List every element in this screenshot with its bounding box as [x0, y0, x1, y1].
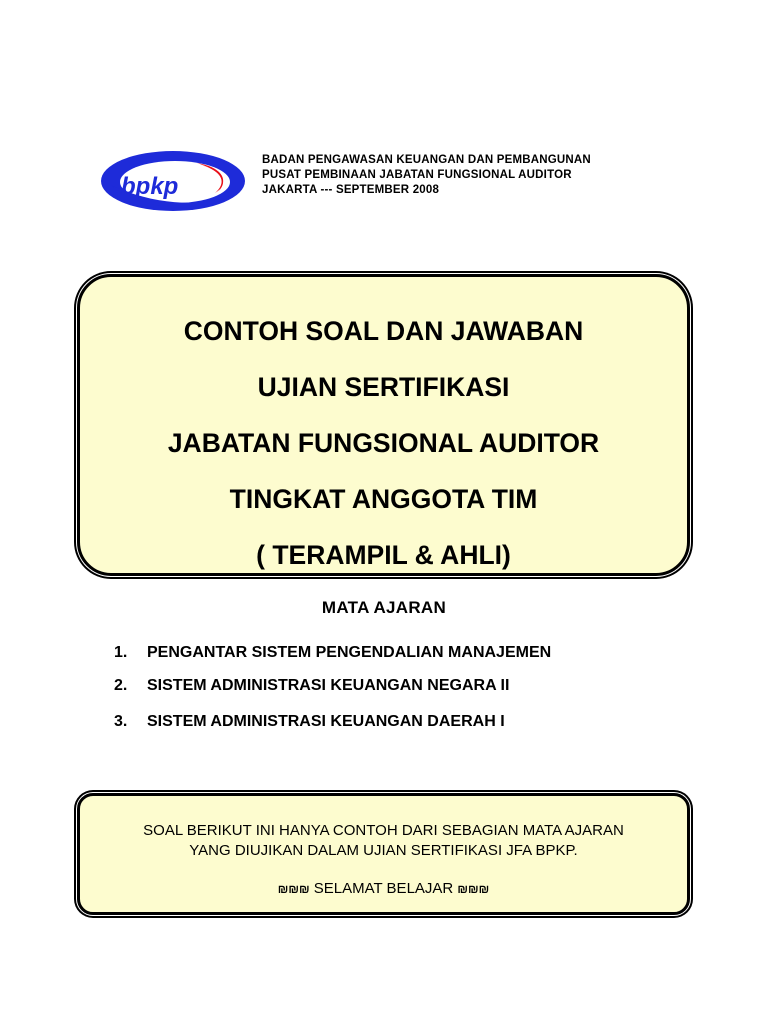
ornament-right-icon: ₪₪₪: [457, 882, 490, 896]
greeting-text: SELAMAT BELAJAR: [313, 880, 454, 897]
list-item-number: 2.: [114, 676, 128, 694]
list-item-label: SISTEM ADMINISTRASI KEUANGAN DAERAH I: [147, 712, 505, 730]
title-line-4: TINGKAT ANGGOTA TIM: [229, 484, 538, 514]
org-line-3: JAKARTA --- SEPTEMBER 2008: [262, 184, 440, 196]
bpkp-swoosh-logo-icon: [101, 149, 249, 213]
list-item-number: 1.: [114, 643, 128, 661]
notice-line-2: YANG DIUJIKAN DALAM UJIAN SERTIFIKASI JFA BPKP.: [189, 842, 578, 859]
mata-ajaran-list: [114, 636, 551, 738]
list-item: [114, 669, 551, 702]
list-item: [114, 636, 551, 669]
notice-box: [77, 793, 690, 915]
title-box: [77, 274, 690, 576]
bpkp-logo: [101, 149, 249, 213]
list-item-label: SISTEM ADMINISTRASI KEUANGAN NEGARA II: [147, 676, 510, 694]
title-line-2: UJIAN SERTIFIKASI: [257, 372, 510, 402]
mata-ajaran-heading: MATA AJARAN: [321, 598, 447, 617]
org-line-1: BADAN PENGAWASAN KEUANGAN DAN PEMBANGUNAN: [262, 154, 591, 166]
logo-text: bpkp: [121, 173, 179, 200]
org-line-2: PUSAT PEMBINAAN JABATAN FUNGSIONAL AUDITOR: [262, 169, 572, 181]
organization-header: [262, 153, 591, 198]
notice-line-1: SOAL BERIKUT INI HANYA CONTOH DARI SEBAGIAN MATA AJARAN: [143, 822, 624, 839]
title-line-5: ( TERAMPIL & AHLI): [256, 540, 511, 570]
list-item-label: PENGANTAR SISTEM PENGENDALIAN MANAJEMEN: [147, 643, 552, 661]
title-line-1: CONTOH SOAL DAN JAWABAN: [183, 316, 584, 346]
list-item-number: 3.: [114, 712, 128, 730]
ornament-left-icon: ₪₪₪: [277, 882, 310, 896]
greeting-line: [80, 879, 687, 899]
list-item: [114, 705, 551, 738]
title-line-3: JABATAN FUNGSIONAL AUDITOR: [167, 428, 600, 458]
